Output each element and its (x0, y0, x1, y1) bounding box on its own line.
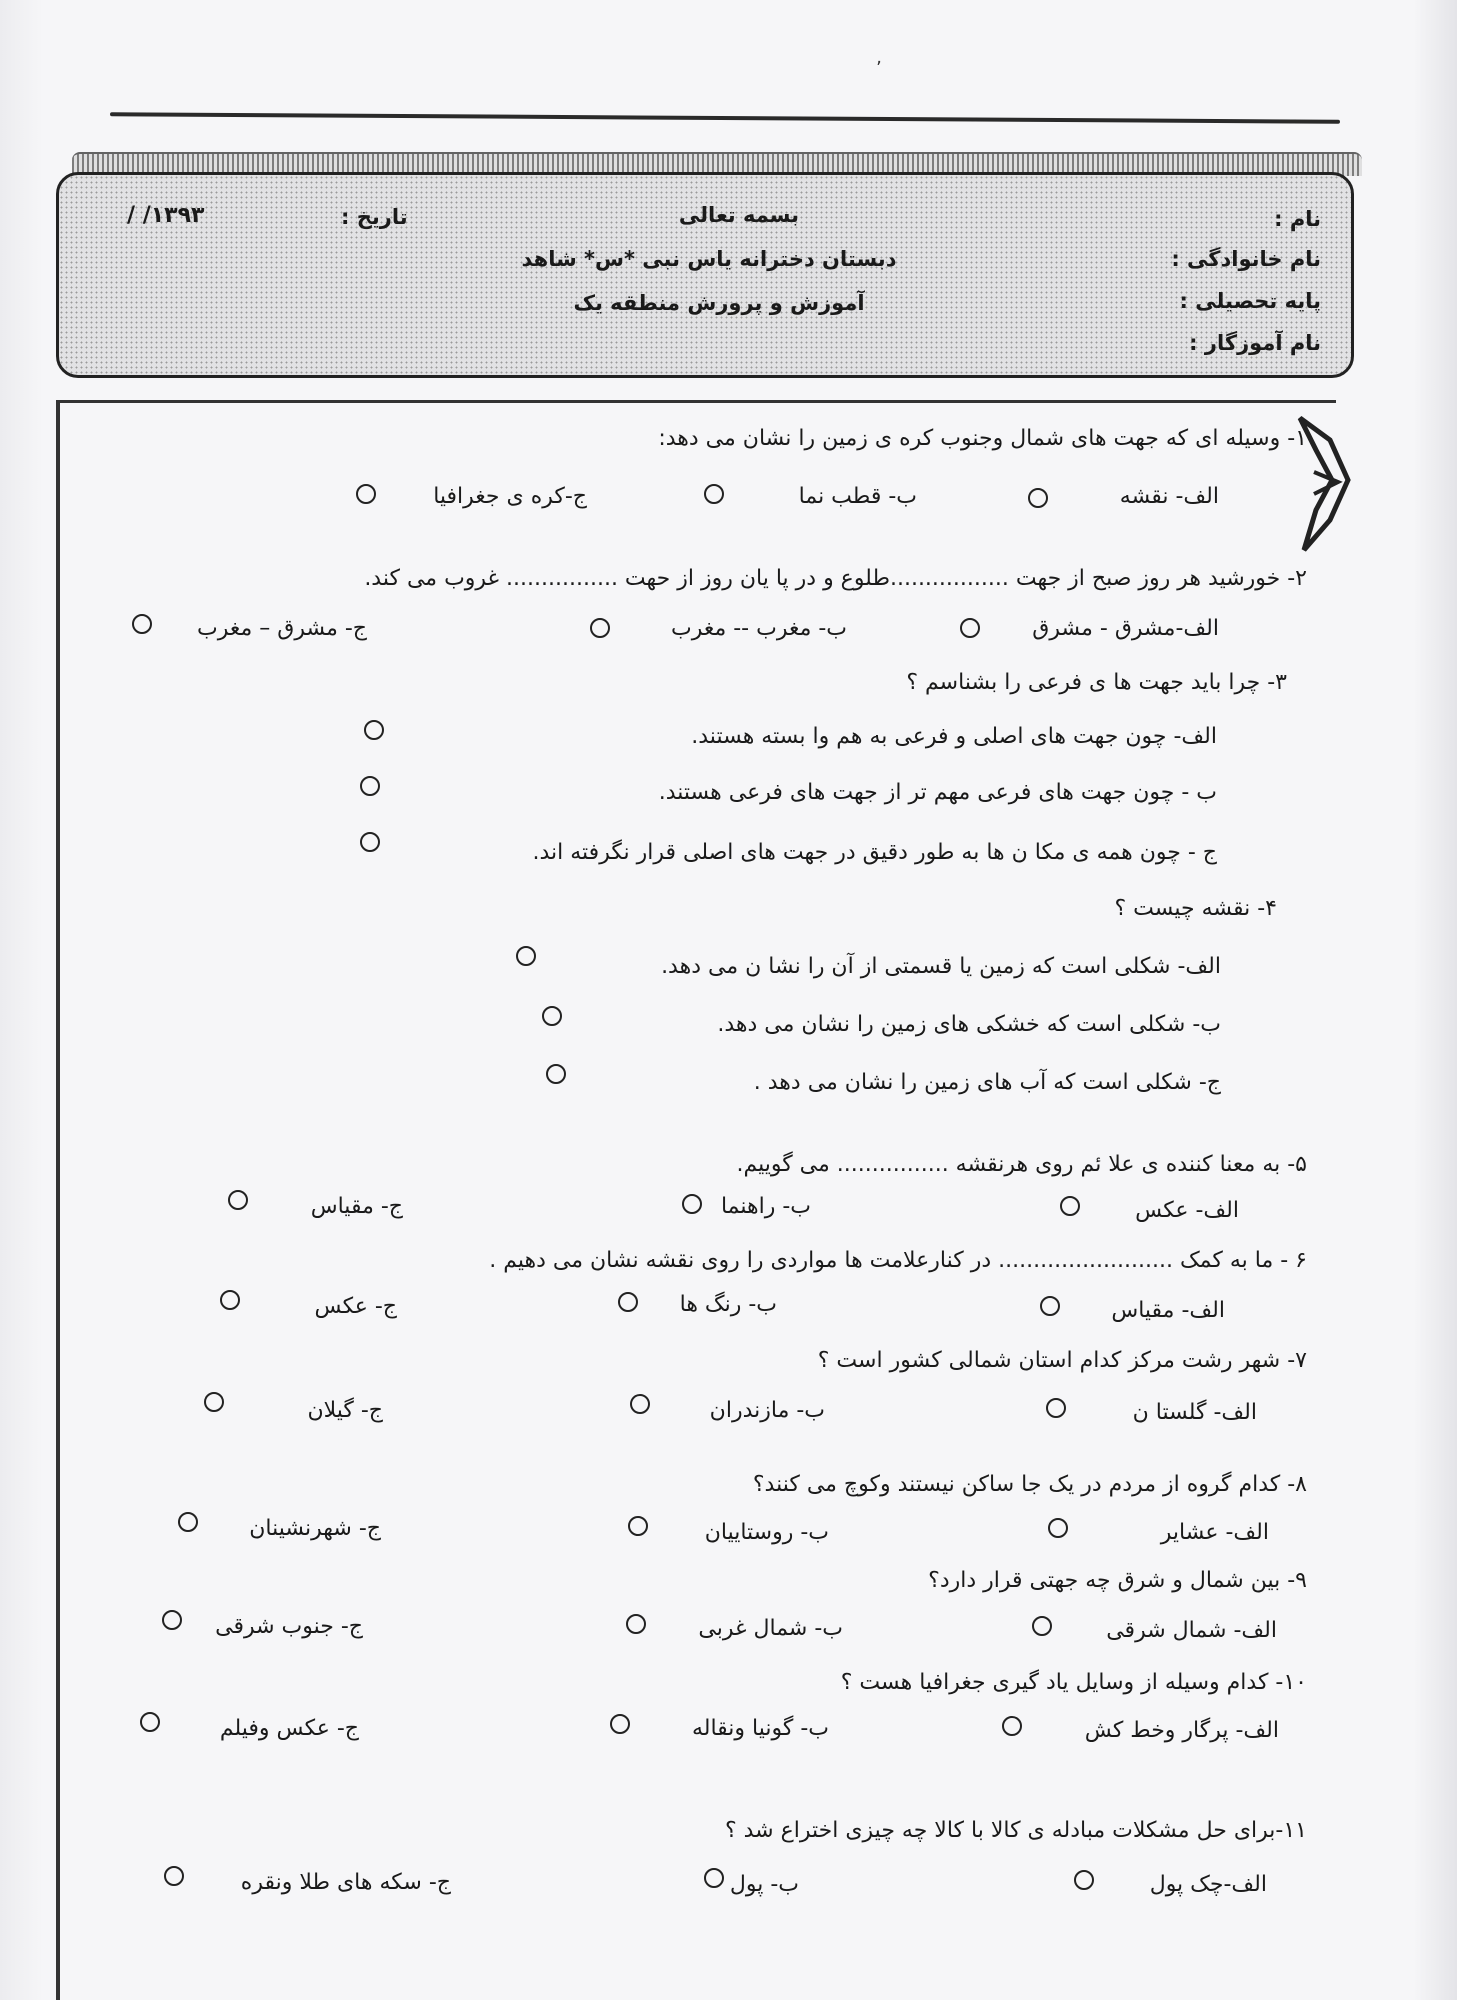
q9-option-b: ب- شمال غربی (698, 1616, 843, 1641)
q5-option-b-radio[interactable] (682, 1194, 702, 1214)
q2-option-c: ج- مشرق – مغرب (197, 616, 367, 641)
q10-option-b: ب- گونیا ونقاله (691, 1716, 829, 1741)
q10-option-c-radio[interactable] (140, 1712, 160, 1732)
q7-option-a-radio[interactable] (1046, 1398, 1066, 1418)
q5-option-a: الف- عکس (1135, 1198, 1239, 1223)
q3-option-a: الف- چون جهت های اصلی و فرعی به هم وا بسته هستند. (691, 724, 1217, 749)
question-2: ۲- خورشید هر روز صبح از جهت .................طلوع و در پا یان روز از حهت ................ غروب می کند. (364, 566, 1307, 591)
q3-option-b-radio[interactable] (360, 776, 380, 796)
q11-option-c-radio[interactable] (164, 1866, 184, 1886)
q5-option-c-radio[interactable] (228, 1190, 248, 1210)
q7-option-b: ب- مازندران (709, 1398, 825, 1423)
q4-option-a: الف- شکلی است که زمین یا قسمتی از آن را نشا ن می دهد. (661, 954, 1221, 979)
q10-option-b-radio[interactable] (610, 1714, 630, 1734)
q3-option-c-radio[interactable] (360, 832, 380, 852)
q1-option-a-radio[interactable] (1028, 488, 1048, 508)
question-4: ۴- نقشه چیست ؟ (1114, 896, 1277, 921)
q5-option-a-radio[interactable] (1060, 1196, 1080, 1216)
q9-option-a: الف- شمال شرقی (1106, 1618, 1277, 1643)
question-5: ۵- به معنا کننده ی علا ئم روی هرنقشه ................ می گوییم. (736, 1152, 1307, 1177)
exam-header (56, 172, 1354, 378)
question-1: ۱- وسیله ای که جهت های شمال وجنوب کره ی زمین را نشان می دهد: (658, 426, 1307, 451)
q2-option-a: الف-مشرق - مشرق (1032, 616, 1219, 641)
date-label: تاریخ : (341, 205, 408, 229)
q5-option-c: ج- مقیاس (310, 1194, 403, 1219)
q6-option-b: ب- رنگ ها (679, 1292, 777, 1317)
q10-option-c: ج- عکس وفیلم (219, 1716, 359, 1741)
grade-label: پایه تحصیلی : (1179, 289, 1321, 313)
q3-option-c: ج - چون همه ی مکا ن ها به طور دقیق در جهت های اصلی قرار نگرفته اند. (532, 840, 1217, 865)
question-3: ۳- چرا باید جهت ها ی فرعی را بشناسم ؟ (906, 670, 1287, 695)
question-9: ۹- بین شمال و شرق چه جهتی قرار دارد؟ (928, 1568, 1307, 1593)
q4-option-c-radio[interactable] (546, 1064, 566, 1084)
q1-option-a: الف- نقشه (1119, 484, 1219, 509)
q10-option-a: الف- پرگار وخط کش (1084, 1718, 1279, 1743)
q2-option-c-radio[interactable] (132, 614, 152, 634)
question-8: ۸- کدام گروه از مردم در یک جا ساکن نیستند وکوچ می کنند؟ (752, 1472, 1307, 1497)
family-name-label: نام خانوادگی : (1171, 247, 1321, 271)
q7-option-b-radio[interactable] (630, 1394, 650, 1414)
q3-option-a-radio[interactable] (364, 720, 384, 740)
school-name: دبستان دخترانه یاس نبی *س* شاهد (521, 247, 897, 271)
q3-option-b: ب - چون جهت های فرعی مهم تر از جهت های فرعی هستند. (658, 780, 1217, 805)
q6-option-b-radio[interactable] (618, 1292, 638, 1312)
q7-option-a: الف- گلستا ن (1132, 1400, 1257, 1425)
q4-option-c: ج- شکلی است که آب های زمین را نشان می دهد . (753, 1070, 1221, 1095)
q11-option-c: ج- سکه های طلا ونقره (240, 1870, 451, 1895)
q8-option-c-radio[interactable] (178, 1512, 198, 1532)
q6-option-c: ج- عکس (314, 1294, 397, 1319)
q10-option-a-radio[interactable] (1002, 1716, 1022, 1736)
q8-option-b-radio[interactable] (628, 1516, 648, 1536)
question-6: ۶ - ما به کمک ......................... در کنارعلامت ها مواردی را روی نقشه نشان می دهیم . (489, 1248, 1307, 1273)
q9-option-c: ج- جنوب شرقی (215, 1614, 363, 1639)
q4-option-b: ب- شکلی است که خشکی های زمین را نشان می دهد. (717, 1012, 1221, 1037)
q5-option-b: ب- راهنما (720, 1194, 811, 1219)
q2-option-b-radio[interactable] (590, 618, 610, 638)
q9-option-a-radio[interactable] (1032, 1616, 1052, 1636)
basmala-heading: بسمه تعالی (678, 203, 800, 227)
q11-option-a-radio[interactable] (1074, 1870, 1094, 1890)
q7-option-c: ج- گیلان (307, 1398, 383, 1423)
q6-option-a-radio[interactable] (1040, 1296, 1060, 1316)
q9-option-b-radio[interactable] (626, 1614, 646, 1634)
teacher-name-label: نام آموزگار : (1189, 331, 1321, 355)
q11-option-b: ب- پول (729, 1872, 799, 1897)
q1-option-b-radio[interactable] (704, 484, 724, 504)
q4-option-b-radio[interactable] (542, 1006, 562, 1026)
q8-option-a: الف- عشایر (1160, 1520, 1269, 1545)
q1-option-b: ب- قطب نما (798, 484, 917, 509)
scan-mark: ʼ (876, 58, 882, 79)
q4-option-a-radio[interactable] (516, 946, 536, 966)
q1-option-c-radio[interactable] (356, 484, 376, 504)
q8-option-b: ب- روستاییان (704, 1520, 829, 1545)
question-10: ۱۰- کدام وسیله از وسایل یاد گیری جغرافیا هست ؟ (840, 1670, 1307, 1695)
q2-option-a-radio[interactable] (960, 618, 980, 638)
question-11: ۱۱-برای حل مشکلات مبادله ی کالا با کالا چه چیزی اختراع شد ؟ (724, 1818, 1307, 1843)
q6-option-c-radio[interactable] (220, 1290, 240, 1310)
q2-option-b: ب- مغرب -- مغرب (671, 616, 847, 641)
date-value: / /۱۳۹۳ (127, 203, 205, 228)
q8-option-a-radio[interactable] (1048, 1518, 1068, 1538)
q11-option-a: الف-چک پول (1149, 1872, 1267, 1897)
education-office: آموزش و پرورش منطقه یک (573, 291, 865, 315)
q6-option-a: الف- مقیاس (1111, 1298, 1225, 1323)
q1-option-c: ج-کره ی جغرافیا (433, 484, 587, 509)
q8-option-c: ج- شهرنشینان (249, 1516, 381, 1541)
q9-option-c-radio[interactable] (162, 1610, 182, 1630)
question-7: ۷- شهر رشت مرکز کدام استان شمالی کشور است ؟ (817, 1348, 1307, 1373)
q7-option-c-radio[interactable] (204, 1392, 224, 1412)
name-label: نام : (1274, 207, 1321, 231)
q11-option-b-radio[interactable] (704, 1868, 724, 1888)
